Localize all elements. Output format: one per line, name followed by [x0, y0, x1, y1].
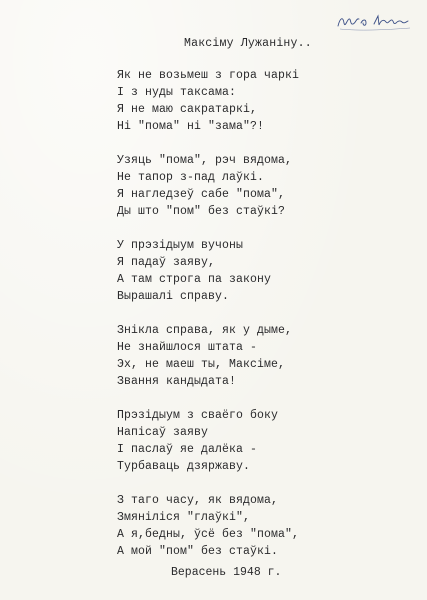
poem-line: Знікла справа, як у дыме,: [117, 324, 293, 337]
poem-line: Вырашалі справу.: [117, 290, 230, 303]
stanza: [117, 67, 417, 135]
stanza: [117, 237, 417, 305]
handwritten-signature: [334, 10, 414, 34]
stanza: [117, 322, 417, 390]
poem-line: І паслаў яе далёка -: [117, 443, 258, 456]
date-line: Верасень 1948 г.: [171, 566, 282, 579]
poem-line: А я,бедны, ўсё без "пома",: [117, 528, 300, 541]
poem-line: Змяніліся "глаўкі",: [117, 511, 251, 524]
stanza: [117, 407, 417, 475]
poem-line: Эх, не маеш ты, Максіме,: [117, 358, 286, 371]
poem-line: Не тапор з-пад лаўкі.: [117, 171, 265, 184]
poem-line: А там строга па закону: [117, 273, 272, 286]
stanza: [117, 492, 417, 560]
poem-line: А мой "пом" без стаўкі.: [117, 545, 279, 558]
poem-line: Я не маю сакратаркі,: [117, 103, 258, 116]
poem-line: Прэзідыум з сваёго боку: [117, 409, 279, 422]
poem-line: Турбаваць дзяржаву.: [117, 460, 251, 473]
poem-line: Не знайшлося штата -: [117, 341, 258, 354]
poem-line: Ні "пома" ні "зама"?!: [117, 120, 265, 133]
poem-line: Я падаў заяву,: [117, 256, 216, 269]
poem-line: І з нуды таксама:: [117, 86, 237, 99]
poem-line: Я нагледзеў сабе "пома",: [117, 188, 286, 201]
dedication-heading: Максіму Лужаніну..: [184, 37, 312, 50]
poem-line: З таго часу, як вядома,: [117, 494, 279, 507]
poem-line: Ды што "пом" без стаўкі?: [117, 205, 286, 218]
poem-line: Напісаў заяву: [117, 426, 209, 439]
poem-line: Як не возьмеш з гора чаркі: [117, 69, 300, 82]
poem-line: У прэзідыум вучоны: [117, 239, 244, 252]
stanza: [117, 152, 417, 220]
poem-line: Звання кандыдата!: [117, 375, 237, 388]
poem-body: [117, 67, 417, 577]
poem-line: Узяць "пома", рэч вядома,: [117, 154, 293, 167]
